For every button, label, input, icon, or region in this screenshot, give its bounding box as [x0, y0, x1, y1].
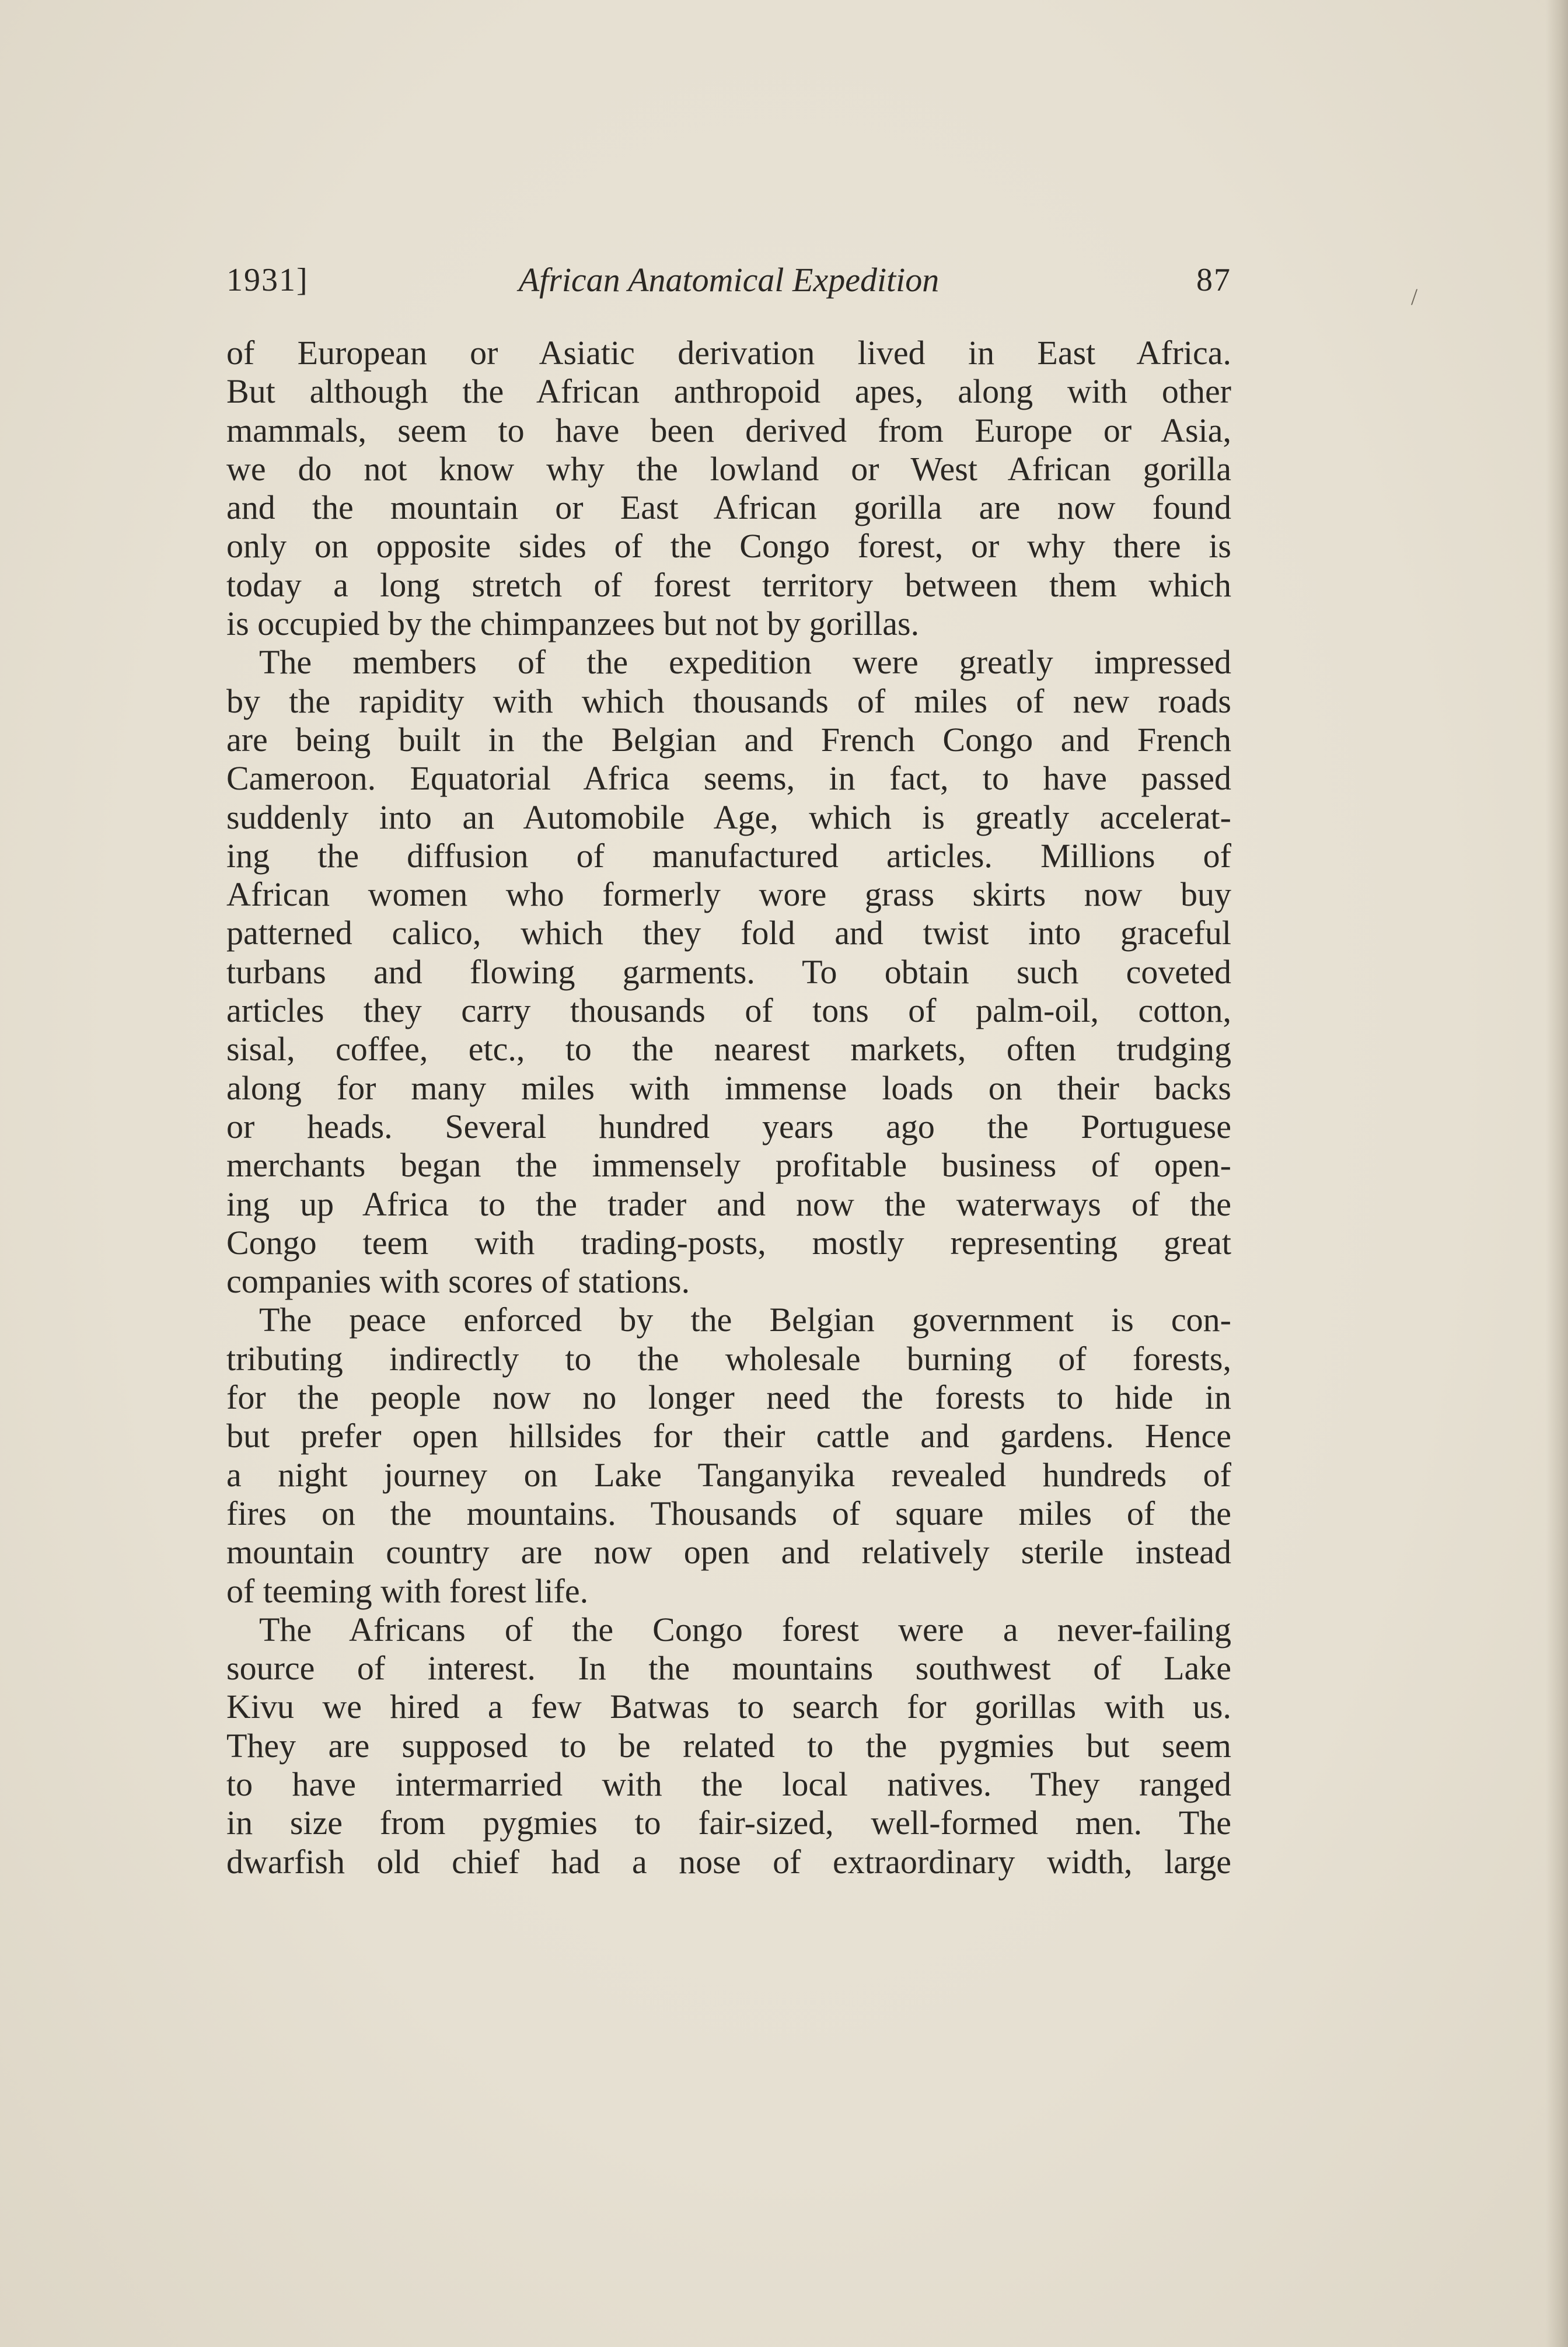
text-line: along for many miles with immense loads on their backs: [226, 1068, 1231, 1107]
text-line: but prefer open hillsides for their cattle and gardens. Hence: [226, 1417, 1231, 1455]
text-line: patterned calico, which they fold and twist into graceful: [226, 914, 1231, 952]
text-line: turbans and flowing garments. To obtain such coveted: [226, 952, 1231, 991]
page-number: 87: [1196, 262, 1231, 298]
text-line: for the people now no longer need the forests to hide in: [226, 1378, 1231, 1417]
text-line: articles they carry thousands of tons of palm-oil, cotton,: [226, 991, 1231, 1030]
text-line: mountain country are now open and relatively sterile instead: [226, 1533, 1231, 1571]
text-line: only on opposite sides of the Congo forest, or why there is: [226, 527, 1231, 565]
text-line: But although the African anthropoid apes, along with other: [226, 372, 1231, 411]
paragraph-first-line: The members of the expedition were greatly impressed: [259, 643, 1231, 682]
text-line: merchants began the immensely profitable business of open-: [226, 1146, 1231, 1185]
text-line: Kivu we hired a few Batwas to search for gorillas with us.: [226, 1688, 1231, 1726]
text-line: fires on the mountains. Thousands of square miles of the: [226, 1494, 1231, 1532]
body-text: [226, 334, 1231, 1881]
text-line: in size from pygmies to fair-sized, well-formed men. The: [226, 1804, 1231, 1842]
text-line: or heads. Several hundred years ago the Portuguese: [226, 1107, 1231, 1145]
text-line: ing the diffusion of manufactured articles. Millions of: [226, 836, 1231, 875]
text-line: of teeming with forest life.: [226, 1571, 589, 1610]
text-line: source of interest. In the mountains southwest of Lake: [226, 1649, 1231, 1688]
text-line: tributing indirectly to the wholesale burning of forests,: [226, 1339, 1231, 1378]
text-line: Congo teem with trading-posts, mostly representing great: [226, 1223, 1231, 1262]
text-line: a night journey on Lake Tanganyika revealed hundreds of: [226, 1455, 1231, 1494]
paragraph-first-line: The Africans of the Congo forest were a never-failing: [259, 1610, 1231, 1649]
text-line: is occupied by the chimpanzees but not by gorillas.: [226, 605, 920, 643]
text-line: by the rapidity with which thousands of miles of new roads: [226, 682, 1231, 720]
text-line: of European or Asiatic derivation lived in East Africa.: [226, 334, 1231, 372]
text-line: sisal, coffee, etc., to the nearest markets, often trudging: [226, 1030, 1231, 1068]
text-line: to have intermarried with the local natives. They ranged: [226, 1765, 1231, 1803]
page-edge-shadow: [1546, 0, 1568, 2347]
running-head: [226, 257, 1231, 303]
text-line: They are supposed to be related to the pygmies but seem: [226, 1726, 1231, 1765]
text-line: Cameroon. Equatorial Africa seems, in fact, to have passed: [226, 759, 1231, 798]
text-line: mammals, seem to have been derived from Europe or Asia,: [226, 411, 1231, 449]
text-line: companies with scores of stations.: [226, 1262, 690, 1301]
running-head-title: African Anatomical Expedition: [518, 261, 940, 299]
text-line: African women who formerly wore grass skirts now buy: [226, 875, 1231, 914]
text-line: today a long stretch of forest territory between them which: [226, 565, 1231, 604]
paragraph-first-line: The peace enforced by the Belgian government is con-: [259, 1301, 1231, 1339]
margin-pencil-mark: /: [1411, 284, 1418, 310]
text-line: and the mountain or East African gorilla are now found: [226, 488, 1231, 527]
text-line: dwarfish old chief had a nose of extraordinary width, large: [226, 1842, 1231, 1881]
text-line: are being built in the Belgian and French Congo and French: [226, 720, 1231, 759]
running-head-year: 1931]: [226, 262, 309, 298]
text-line: we do not know why the lowland or West African gorilla: [226, 449, 1231, 488]
text-line: suddenly into an Automobile Age, which is greatly accelerat-: [226, 798, 1231, 836]
text-line: ing up Africa to the trader and now the waterways of the: [226, 1185, 1231, 1223]
